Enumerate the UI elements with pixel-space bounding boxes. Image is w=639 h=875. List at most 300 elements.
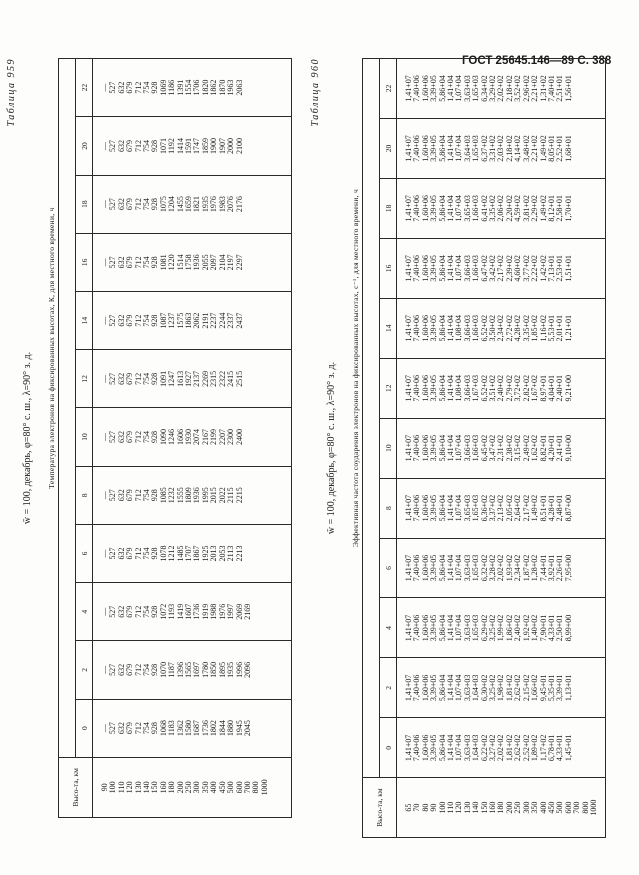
cell-value: 2104: [217, 254, 227, 271]
cell-value: 1204: [167, 196, 177, 213]
cell-value: 712: [133, 663, 143, 676]
cell-value: —: [100, 549, 109, 558]
cell-value: 2,62+02: [513, 674, 523, 702]
cell-value: 1,64+03: [471, 734, 481, 762]
cell-value: 632: [116, 372, 126, 385]
cell-value: 6,78+01: [546, 734, 556, 762]
cell-value: 1,85+02: [530, 315, 540, 342]
height-header: Высо-та, км: [363, 778, 397, 838]
cell-value: 1995: [200, 487, 210, 504]
cell-value: 1,41+04: [446, 195, 456, 222]
cell-value: 1,51+01: [563, 255, 573, 282]
time-column: [397, 658, 606, 718]
cell-value: 1,60+06: [420, 734, 430, 762]
cell-value: 1078: [158, 545, 168, 562]
cell-value: 4,33+01: [546, 614, 556, 642]
cell-value: 1068: [158, 720, 168, 737]
cell-value: 1220: [167, 254, 177, 271]
cell-value: 754: [142, 663, 152, 676]
height-value: 1000: [259, 779, 269, 796]
height-value: 700: [572, 801, 582, 814]
cell-value: 632: [116, 605, 126, 618]
time-header-row: [76, 59, 93, 818]
cell-value: 754: [142, 722, 152, 735]
cell-value: 7,90+01: [538, 614, 548, 642]
cell-value: 3,42+02: [488, 255, 498, 282]
cell-value: 3,37+02: [488, 494, 498, 522]
cell-value: 1606: [175, 429, 185, 446]
cell-value: 7,44+01: [538, 554, 548, 582]
height-value: 400: [538, 801, 548, 814]
cell-value: 679: [125, 663, 135, 676]
cell-value: 1930: [184, 429, 194, 446]
time-column: [397, 358, 606, 418]
cell-value: 754: [142, 256, 152, 269]
cell-value: 1,07+04: [454, 674, 464, 702]
cell-value: 7,40+06: [412, 494, 422, 522]
cell-value: 712: [133, 431, 143, 444]
cell-value: 2,06+02: [496, 195, 506, 222]
cell-value: 5,86+04: [437, 434, 447, 462]
cell-value: 527: [108, 314, 118, 327]
cell-value: 1,07+04: [454, 195, 464, 222]
cell-value: 1,99+02: [496, 614, 506, 642]
cell-value: 1455: [175, 196, 185, 213]
cell-value: 6,41+02: [479, 195, 489, 222]
cell-value: 6,52+02: [479, 315, 489, 342]
cell-value: 1,60+06: [420, 75, 430, 102]
cell-value: 2097: [209, 254, 219, 271]
cell-value: 1707: [184, 545, 194, 562]
cell-value: 527: [108, 198, 118, 211]
time-header: 12: [380, 358, 397, 418]
cell-value: 6,29+02: [479, 614, 489, 642]
cell-value: 2,51+01: [555, 75, 565, 102]
cell-value: —: [100, 724, 109, 733]
cell-value: 1,86+02: [504, 614, 514, 642]
cell-value: 712: [133, 372, 143, 385]
cell-value: 712: [133, 605, 143, 618]
cell-value: 928: [150, 605, 160, 618]
time-column: [397, 238, 606, 298]
cell-value: 1081: [158, 254, 168, 271]
cell-value: 7,13+01: [546, 255, 556, 282]
height-value: 300: [192, 781, 202, 794]
cell-value: 712: [133, 314, 143, 327]
cell-value: 1780: [200, 661, 210, 678]
cell-value: 9,21+00: [563, 374, 573, 402]
cell-value: 632: [116, 256, 126, 269]
table-number: Таблица 960: [310, 58, 321, 127]
cell-value: 8,87+00: [563, 494, 573, 522]
height-value: 450: [217, 781, 227, 794]
cell-value: 5,35+01: [546, 674, 556, 702]
cell-value: 632: [116, 314, 126, 327]
cell-value: 3,29+02: [488, 75, 498, 102]
cell-value: 632: [116, 547, 126, 560]
cell-value: 6,32+02: [479, 554, 489, 582]
cell-value: 1,65+03: [471, 614, 481, 642]
time-column: [93, 524, 292, 582]
time-header: 4: [380, 598, 397, 658]
cell-value: 3,39+05: [429, 614, 439, 642]
cell-value: 2,18+02: [504, 75, 514, 102]
cell-value: 928: [150, 722, 160, 735]
cell-value: 2199: [209, 429, 219, 446]
cell-value: 632: [116, 722, 126, 735]
cell-value: 5,86+04: [437, 255, 447, 282]
cell-value: 1,41+07: [404, 255, 413, 282]
cell-value: 2,41+01: [555, 434, 565, 462]
cell-value: 1,64+03: [471, 674, 481, 702]
cell-value: 1,66+03: [471, 315, 481, 342]
cell-value: 3,39+01: [555, 674, 565, 702]
cell-value: 2,82+02: [521, 374, 531, 402]
height-value: 450: [546, 801, 556, 814]
cell-value: 1,40+02: [530, 614, 540, 642]
cell-value: 1919: [200, 603, 210, 620]
cell-value: 1091: [158, 370, 168, 387]
time-header-row: [380, 59, 397, 838]
cell-value: 2,17+02: [496, 255, 506, 282]
cell-value: 3,39+05: [429, 494, 439, 522]
banner-row: [59, 59, 76, 818]
cell-value: 1414: [175, 137, 185, 154]
height-value: 160: [158, 781, 168, 794]
cell-value: —: [100, 433, 109, 442]
cell-value: 2,22+02: [530, 255, 540, 282]
cell-value: 1963: [226, 79, 236, 96]
cell-value: 6,37+02: [479, 135, 489, 162]
cell-value: 2297: [234, 254, 244, 271]
time-column: [93, 408, 292, 466]
cell-value: 1186: [167, 79, 177, 96]
time-column: [93, 583, 292, 641]
height-value: 200: [175, 781, 185, 794]
cell-value: 928: [150, 547, 160, 560]
cell-value: 712: [133, 547, 143, 560]
cell-value: 3,52+02: [513, 75, 523, 102]
cell-value: 1,60+06: [420, 434, 430, 462]
cell-value: 527: [108, 722, 118, 735]
cell-value: 5,86+04: [437, 195, 447, 222]
cell-value: 1,62+02: [530, 434, 540, 462]
time-column: [397, 178, 606, 238]
time-header: 10: [380, 418, 397, 478]
height-value: 70: [412, 803, 422, 812]
cell-value: 7,40+06: [412, 195, 422, 222]
cell-value: 1736: [200, 720, 210, 737]
cell-value: 527: [108, 663, 118, 676]
cell-value: 712: [133, 198, 143, 211]
cell-value: 754: [142, 547, 152, 560]
cell-value: 5,53+01: [546, 315, 556, 342]
cell-value: 3,39+05: [429, 374, 439, 402]
cell-value: 1,56+01: [563, 75, 573, 102]
cell-value: 1844: [217, 720, 227, 737]
cell-value: 1,60+06: [420, 374, 430, 402]
time-column: [397, 118, 606, 178]
cell-value: 2045: [242, 720, 252, 737]
cell-value: 1,07+04: [454, 135, 464, 162]
cell-value: 1976: [209, 196, 219, 213]
cell-value: 7,40+06: [412, 674, 422, 702]
cell-value: 1555: [175, 487, 185, 504]
cell-value: 8,51+01: [538, 494, 548, 522]
cell-value: 2,40+01: [555, 374, 565, 402]
cell-value: 2,20+02: [504, 195, 514, 222]
height-value: 100: [108, 781, 118, 794]
cell-value: 1087: [158, 312, 168, 329]
cell-value: 1,41+04: [446, 554, 456, 582]
cell-value: 1485: [175, 545, 185, 562]
cell-value: 3,39+05: [429, 255, 439, 282]
cell-value: 2,29+02: [530, 195, 540, 222]
time-column: [93, 233, 292, 291]
cell-value: 1,41+07: [404, 75, 413, 102]
cell-value: 5,86+04: [437, 75, 447, 102]
cell-value: 4,60+02: [513, 255, 523, 282]
cell-value: 7,40+06: [412, 75, 422, 102]
cell-value: 1183: [167, 720, 177, 736]
cell-value: 2,01+01: [555, 315, 565, 342]
cell-value: 3,81+02: [521, 195, 531, 222]
cell-value: 1880: [226, 720, 236, 737]
height-value: 80: [420, 803, 430, 812]
cell-value: 3,39+05: [429, 135, 439, 162]
time-header: 18: [380, 178, 397, 238]
time-header: 14: [380, 298, 397, 358]
cell-value: 1575: [175, 312, 185, 329]
cell-value: 1,60+06: [420, 674, 430, 702]
cell-value: 1,41+07: [404, 434, 413, 462]
cell-value: 1613: [175, 370, 185, 387]
cell-value: 1,41+07: [404, 315, 413, 342]
cell-value: 1,07+04: [454, 75, 464, 102]
cell-value: 2,02+02: [496, 734, 506, 762]
cell-value: 2013: [209, 545, 219, 562]
table-subcaption: Температура электронов на фиксированных высотах, К, для местного времени, ч: [47, 207, 56, 489]
cell-value: 7,40+06: [412, 434, 422, 462]
cell-value: 1,98+02: [496, 674, 506, 702]
cell-value: 3,47+02: [488, 434, 498, 462]
cell-value: 1,41+04: [446, 374, 456, 402]
time-column: [397, 59, 606, 119]
cell-value: 5,86+04: [437, 374, 447, 402]
data-row: [93, 59, 292, 818]
cell-value: 5,86+04: [437, 315, 447, 342]
cell-value: 1192: [167, 138, 177, 154]
time-header: 16: [76, 233, 93, 291]
cell-value: 7,40+06: [412, 374, 422, 402]
cell-value: 2197: [226, 254, 236, 271]
time-column: [93, 699, 292, 757]
cell-value: 527: [108, 489, 118, 502]
cell-value: 712: [133, 139, 143, 152]
cell-value: 632: [116, 139, 126, 152]
cell-value: 1706: [192, 79, 202, 96]
height-value: 65: [404, 803, 413, 812]
height-value: 1000: [588, 799, 598, 816]
cell-value: 3,28+02: [488, 554, 498, 582]
time-column: [93, 117, 292, 175]
height-value: 120: [454, 801, 464, 814]
cell-value: 3,77+02: [521, 255, 531, 282]
cell-value: 2,64+02: [513, 494, 523, 522]
cell-value: 3,63+03: [462, 674, 472, 702]
cell-value: 2,02+02: [496, 554, 506, 582]
cell-value: 2137: [192, 370, 202, 387]
cell-value: 1,13+01: [563, 674, 573, 702]
cell-value: 5,86+04: [437, 734, 447, 762]
cell-value: 928: [150, 372, 160, 385]
cell-value: 1,07+04: [454, 614, 464, 642]
cell-value: 2069: [234, 603, 244, 620]
cell-value: 7,40+06: [412, 734, 422, 762]
cell-value: 2,39+02: [504, 255, 514, 282]
cell-value: 1591: [184, 137, 194, 154]
cell-value: 2,03+02: [496, 135, 506, 162]
cell-value: 1,16+02: [538, 315, 548, 342]
cell-value: 1419: [175, 603, 185, 620]
time-column: [397, 598, 606, 658]
cell-value: 6,30+02: [479, 674, 489, 702]
cell-value: 679: [125, 547, 135, 560]
cell-value: 2096: [242, 661, 252, 678]
cell-value: 1907: [217, 137, 227, 154]
data-table: [362, 58, 606, 838]
cell-value: 928: [150, 139, 160, 152]
cell-value: 2415: [226, 370, 236, 387]
time-banner: [59, 59, 76, 758]
cell-value: 1,67+03: [471, 374, 481, 402]
cell-value: 1070: [158, 661, 168, 678]
cell-value: 2100: [234, 137, 244, 154]
cell-value: 3,64+03: [462, 135, 472, 162]
cell-value: 2,02+02: [496, 75, 506, 102]
time-header: 0: [76, 699, 93, 757]
cell-value: 679: [125, 722, 135, 735]
cell-value: 2207: [217, 429, 227, 446]
data-row: [397, 59, 606, 838]
cell-value: —: [100, 607, 109, 616]
cell-value: 3,27+02: [488, 734, 498, 762]
height-value: 200: [504, 801, 514, 814]
cell-value: 1747: [192, 137, 202, 154]
time-column: [93, 466, 292, 524]
time-column: [93, 641, 292, 699]
cell-value: 2437: [234, 312, 244, 329]
cell-value: 1071: [158, 137, 168, 154]
cell-value: 5,86+04: [437, 554, 447, 582]
cell-value: —: [100, 141, 109, 150]
cell-value: 1,68+01: [563, 135, 573, 162]
cell-value: 2022: [217, 487, 227, 504]
cell-value: 527: [108, 81, 118, 94]
time-header: 20: [76, 117, 93, 175]
cell-value: 1,42+02: [538, 255, 548, 282]
cell-value: 1,41+04: [446, 255, 456, 282]
height-value: 600: [563, 801, 573, 814]
cell-value: 3,39+05: [429, 434, 439, 462]
cell-value: 1821: [192, 196, 202, 213]
cell-value: 3,25+02: [488, 614, 498, 642]
cell-value: 754: [142, 489, 152, 502]
cell-value: 2,52+01: [555, 135, 565, 162]
cell-value: 712: [133, 722, 143, 735]
cell-value: 3,63+03: [462, 75, 472, 102]
time-header: 22: [76, 59, 93, 117]
cell-value: 9,45+01: [538, 674, 548, 702]
cell-value: 3,72+02: [513, 374, 523, 402]
time-column: [93, 59, 292, 117]
height-value: 800: [580, 801, 590, 814]
cell-value: 527: [108, 547, 118, 560]
height-value: 300: [521, 801, 531, 814]
cell-value: 1085: [158, 487, 168, 504]
cell-value: 6,45+02: [479, 434, 489, 462]
cell-value: 2,48+01: [555, 494, 565, 522]
cell-value: 1,41+07: [404, 614, 413, 642]
height-value: 90: [100, 783, 109, 792]
cell-value: 7,40+06: [412, 554, 422, 582]
cell-value: 2300: [226, 429, 236, 446]
cell-value: 1232: [167, 487, 177, 504]
height-value: 130: [133, 781, 143, 794]
time-header: 8: [76, 466, 93, 524]
height-value: 140: [142, 781, 152, 794]
cell-value: 5,86+04: [437, 494, 447, 522]
cell-value: 1870: [217, 79, 227, 96]
cell-value: 2000: [226, 137, 236, 154]
cell-value: 1988: [209, 603, 219, 620]
time-header: 4: [76, 583, 93, 641]
cell-value: 1,49+02: [538, 195, 548, 222]
cell-value: 1554: [184, 79, 194, 96]
cell-value: 2063: [234, 79, 244, 96]
cell-value: 1,41+04: [446, 734, 456, 762]
cell-value: —: [100, 374, 109, 383]
cell-value: 2176: [234, 196, 244, 213]
cell-value: 712: [133, 489, 143, 502]
cell-value: 2269: [200, 370, 210, 387]
cell-value: 679: [125, 81, 135, 94]
height-value: 180: [496, 801, 506, 814]
cell-value: 7,95+00: [563, 554, 573, 582]
cell-value: 1,49+02: [538, 135, 548, 162]
cell-value: 1362: [175, 720, 185, 737]
cell-value: 1,17+02: [538, 734, 548, 762]
cell-value: 2,72+02: [504, 315, 514, 342]
cell-value: 2,34+02: [513, 554, 523, 582]
cell-value: 1,41+07: [404, 734, 413, 762]
cell-value: 1,41+04: [446, 135, 456, 162]
cell-value: 2,50+01: [555, 614, 565, 642]
time-header: 20: [380, 118, 397, 178]
cell-value: 3,35+02: [488, 195, 498, 222]
cell-value: 2,05+02: [504, 494, 514, 522]
cell-value: 679: [125, 198, 135, 211]
cell-value: 928: [150, 431, 160, 444]
cell-value: 928: [150, 81, 160, 94]
cell-value: 2,26+01: [555, 554, 565, 582]
table-960: [310, 58, 610, 838]
time-column: [93, 175, 292, 233]
cell-value: 5,86+04: [437, 135, 447, 162]
cell-value: 679: [125, 139, 135, 152]
cell-value: 2191: [200, 312, 210, 329]
cell-value: 2,34+02: [496, 315, 506, 342]
